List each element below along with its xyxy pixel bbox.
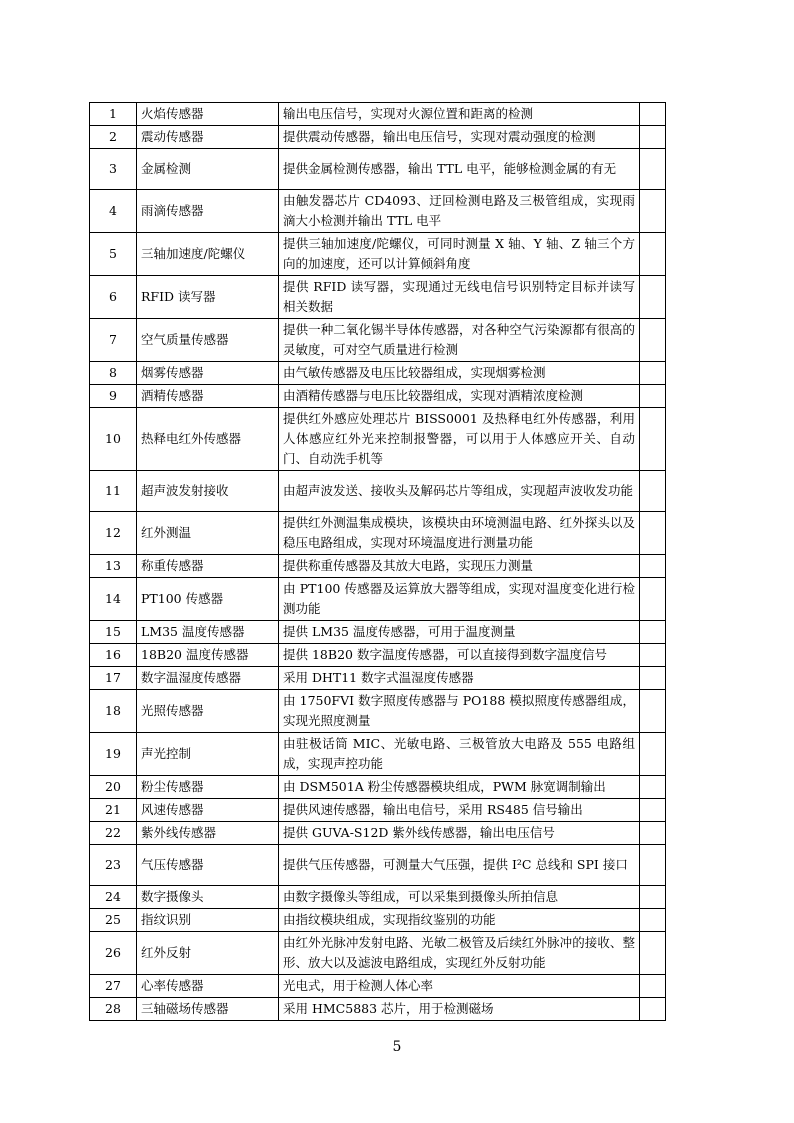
empty-cell (640, 776, 666, 799)
empty-cell (640, 975, 666, 998)
table-row (90, 233, 666, 276)
table-row (90, 578, 666, 621)
empty-cell (640, 126, 666, 149)
row-number: 16 (90, 644, 137, 667)
row-number: 22 (90, 822, 137, 845)
table-row (90, 190, 666, 233)
row-number: 26 (90, 932, 137, 975)
table-row (90, 909, 666, 932)
row-number: 15 (90, 621, 137, 644)
sensor-description: 由 DSM501A 粉尘传感器模块组成，PWM 脉宽调制输出 (279, 776, 640, 799)
row-number: 25 (90, 909, 137, 932)
table-row (90, 799, 666, 822)
row-number: 11 (90, 471, 137, 512)
empty-cell (640, 799, 666, 822)
sensor-description: 提供气压传感器，可测量大气压强，提供 I²C 总线和 SPI 接口 (279, 845, 640, 886)
sensor-name: 超声波发射接收 (137, 471, 279, 512)
table-row (90, 975, 666, 998)
empty-cell (640, 233, 666, 276)
sensor-description: 提供风速传感器，输出电信号，采用 RS485 信号输出 (279, 799, 640, 822)
row-number: 14 (90, 578, 137, 621)
sensor-description: 由超声波发送、接收头及解码芯片等组成，实现超声波收发功能 (279, 471, 640, 512)
row-number: 9 (90, 385, 137, 408)
row-number: 17 (90, 667, 137, 690)
sensor-name: 空气质量传感器 (137, 319, 279, 362)
sensor-description: 由红外光脉冲发射电路、光敏二极管及后续红外脉冲的接收、整形、放大以及滤波电路组成，实现红外反射功能 (279, 932, 640, 975)
table-row (90, 512, 666, 555)
sensor-description: 提供三轴加速度/陀螺仪，可同时测量 X 轴、Y 轴、Z 轴三个方向的加速度，还可以计算倾斜角度 (279, 233, 640, 276)
empty-cell (640, 319, 666, 362)
sensor-description: 提供红外感应处理芯片 BISS0001 及热释电红外传感器，利用人体感应红外光来控制报警器，可以用于人体感应开关、自动门、自动洗手机等 (279, 408, 640, 471)
table-row (90, 998, 666, 1021)
empty-cell (640, 190, 666, 233)
sensor-name: 三轴加速度/陀螺仪 (137, 233, 279, 276)
sensor-description: 提供称重传感器及其放大电路，实现压力测量 (279, 555, 640, 578)
table-row (90, 776, 666, 799)
empty-cell (640, 690, 666, 733)
table-row (90, 644, 666, 667)
row-number: 3 (90, 149, 137, 190)
table-row (90, 126, 666, 149)
sensor-description: 光电式，用于检测人体心率 (279, 975, 640, 998)
table-row (90, 408, 666, 471)
sensor-name: 粉尘传感器 (137, 776, 279, 799)
sensor-description: 由气敏传感器及电压比较器组成，实现烟雾检测 (279, 362, 640, 385)
table-row (90, 932, 666, 975)
table-row (90, 690, 666, 733)
sensor-name: 烟雾传感器 (137, 362, 279, 385)
row-number: 23 (90, 845, 137, 886)
sensor-table (89, 102, 666, 1021)
sensor-name: 数字温湿度传感器 (137, 667, 279, 690)
sensor-description: 由触发器芯片 CD4093、迂回检测电路及三极管组成，实现雨滴大小检测并输出 TTL 电平 (279, 190, 640, 233)
row-number: 1 (90, 103, 137, 126)
empty-cell (640, 555, 666, 578)
table-row (90, 319, 666, 362)
sensor-name: 雨滴传感器 (137, 190, 279, 233)
sensor-description: 由指纹模块组成，实现指纹鉴别的功能 (279, 909, 640, 932)
table-row (90, 385, 666, 408)
empty-cell (640, 644, 666, 667)
empty-cell (640, 667, 666, 690)
sensor-name: 心率传感器 (137, 975, 279, 998)
empty-cell (640, 998, 666, 1021)
table-row (90, 149, 666, 190)
sensor-name: LM35 温度传感器 (137, 621, 279, 644)
sensor-description: 由驻极话筒 MIC、光敏电路、三极管放大电路及 555 电路组成，实现声控功能 (279, 733, 640, 776)
row-number: 13 (90, 555, 137, 578)
empty-cell (640, 471, 666, 512)
sensor-table-body (90, 103, 666, 1021)
sensor-description: 输出电压信号，实现对火源位置和距离的检测 (279, 103, 640, 126)
sensor-name: RFID 读写器 (137, 276, 279, 319)
table-row (90, 276, 666, 319)
sensor-name: 风速传感器 (137, 799, 279, 822)
sensor-name: 称重传感器 (137, 555, 279, 578)
empty-cell (640, 103, 666, 126)
sensor-name: 声光控制 (137, 733, 279, 776)
row-number: 20 (90, 776, 137, 799)
empty-cell (640, 385, 666, 408)
sensor-description: 由酒精传感器与电压比较器组成，实现对酒精浓度检测 (279, 385, 640, 408)
empty-cell (640, 822, 666, 845)
sensor-description: 提供金属检测传感器，输出 TTL 电平，能够检测金属的有无 (279, 149, 640, 190)
sensor-description: 提供 RFID 读写器，实现通过无线电信号识别特定目标并读写相关数据 (279, 276, 640, 319)
table-row (90, 733, 666, 776)
table-row (90, 471, 666, 512)
row-number: 5 (90, 233, 137, 276)
sensor-description: 由 1750FVI 数字照度传感器与 PO188 模拟照度传感器组成，实现光照度测量 (279, 690, 640, 733)
row-number: 19 (90, 733, 137, 776)
sensor-name: PT100 传感器 (137, 578, 279, 621)
sensor-description: 由 PT100 传感器及运算放大器等组成，实现对温度变化进行检测功能 (279, 578, 640, 621)
sensor-name: 热释电红外传感器 (137, 408, 279, 471)
sensor-name: 酒精传感器 (137, 385, 279, 408)
sensor-name: 数字摄像头 (137, 886, 279, 909)
sensor-description: 提供一种二氧化锡半导体传感器，对各种空气污染源都有很高的灵敏度，可对空气质量进行检测 (279, 319, 640, 362)
row-number: 28 (90, 998, 137, 1021)
sensor-name: 震动传感器 (137, 126, 279, 149)
row-number: 24 (90, 886, 137, 909)
sensor-name: 金属检测 (137, 149, 279, 190)
table-row (90, 103, 666, 126)
table-row (90, 555, 666, 578)
row-number: 8 (90, 362, 137, 385)
table-row (90, 845, 666, 886)
table-row (90, 822, 666, 845)
sensor-name: 火焰传感器 (137, 103, 279, 126)
table-row (90, 886, 666, 909)
row-number: 4 (90, 190, 137, 233)
empty-cell (640, 621, 666, 644)
sensor-description: 提供 18B20 数字温度传感器，可以直接得到数字温度信号 (279, 644, 640, 667)
row-number: 18 (90, 690, 137, 733)
sensor-name: 气压传感器 (137, 845, 279, 886)
table-row (90, 362, 666, 385)
empty-cell (640, 512, 666, 555)
empty-cell (640, 733, 666, 776)
row-number: 21 (90, 799, 137, 822)
empty-cell (640, 149, 666, 190)
sensor-description: 采用 DHT11 数字式温湿度传感器 (279, 667, 640, 690)
empty-cell (640, 909, 666, 932)
page-number: 5 (392, 1039, 402, 1055)
sensor-name: 红外反射 (137, 932, 279, 975)
empty-cell (640, 362, 666, 385)
sensor-name: 红外测温 (137, 512, 279, 555)
sensor-name: 指纹识别 (137, 909, 279, 932)
row-number: 6 (90, 276, 137, 319)
row-number: 12 (90, 512, 137, 555)
sensor-name: 18B20 温度传感器 (137, 644, 279, 667)
row-number: 10 (90, 408, 137, 471)
sensor-description: 提供红外测温集成模块，该模块由环境测温电路、红外探头以及稳压电路组成，实现对环境温度进行测量功能 (279, 512, 640, 555)
empty-cell (640, 578, 666, 621)
sensor-name: 三轴磁场传感器 (137, 998, 279, 1021)
sensor-name: 光照传感器 (137, 690, 279, 733)
table-row (90, 621, 666, 644)
sensor-description: 提供 GUVA-S12D 紫外线传感器，输出电压信号 (279, 822, 640, 845)
sensor-description: 提供 LM35 温度传感器，可用于温度测量 (279, 621, 640, 644)
sensor-description: 由数字摄像头等组成，可以采集到摄像头所拍信息 (279, 886, 640, 909)
empty-cell (640, 886, 666, 909)
row-number: 27 (90, 975, 137, 998)
empty-cell (640, 932, 666, 975)
empty-cell (640, 276, 666, 319)
sensor-description: 提供震动传感器，输出电压信号，实现对震动强度的检测 (279, 126, 640, 149)
row-number: 7 (90, 319, 137, 362)
row-number: 2 (90, 126, 137, 149)
table-row (90, 667, 666, 690)
empty-cell (640, 845, 666, 886)
sensor-description: 采用 HMC5883 芯片，用于检测磁场 (279, 998, 640, 1021)
empty-cell (640, 408, 666, 471)
sensor-name: 紫外线传感器 (137, 822, 279, 845)
